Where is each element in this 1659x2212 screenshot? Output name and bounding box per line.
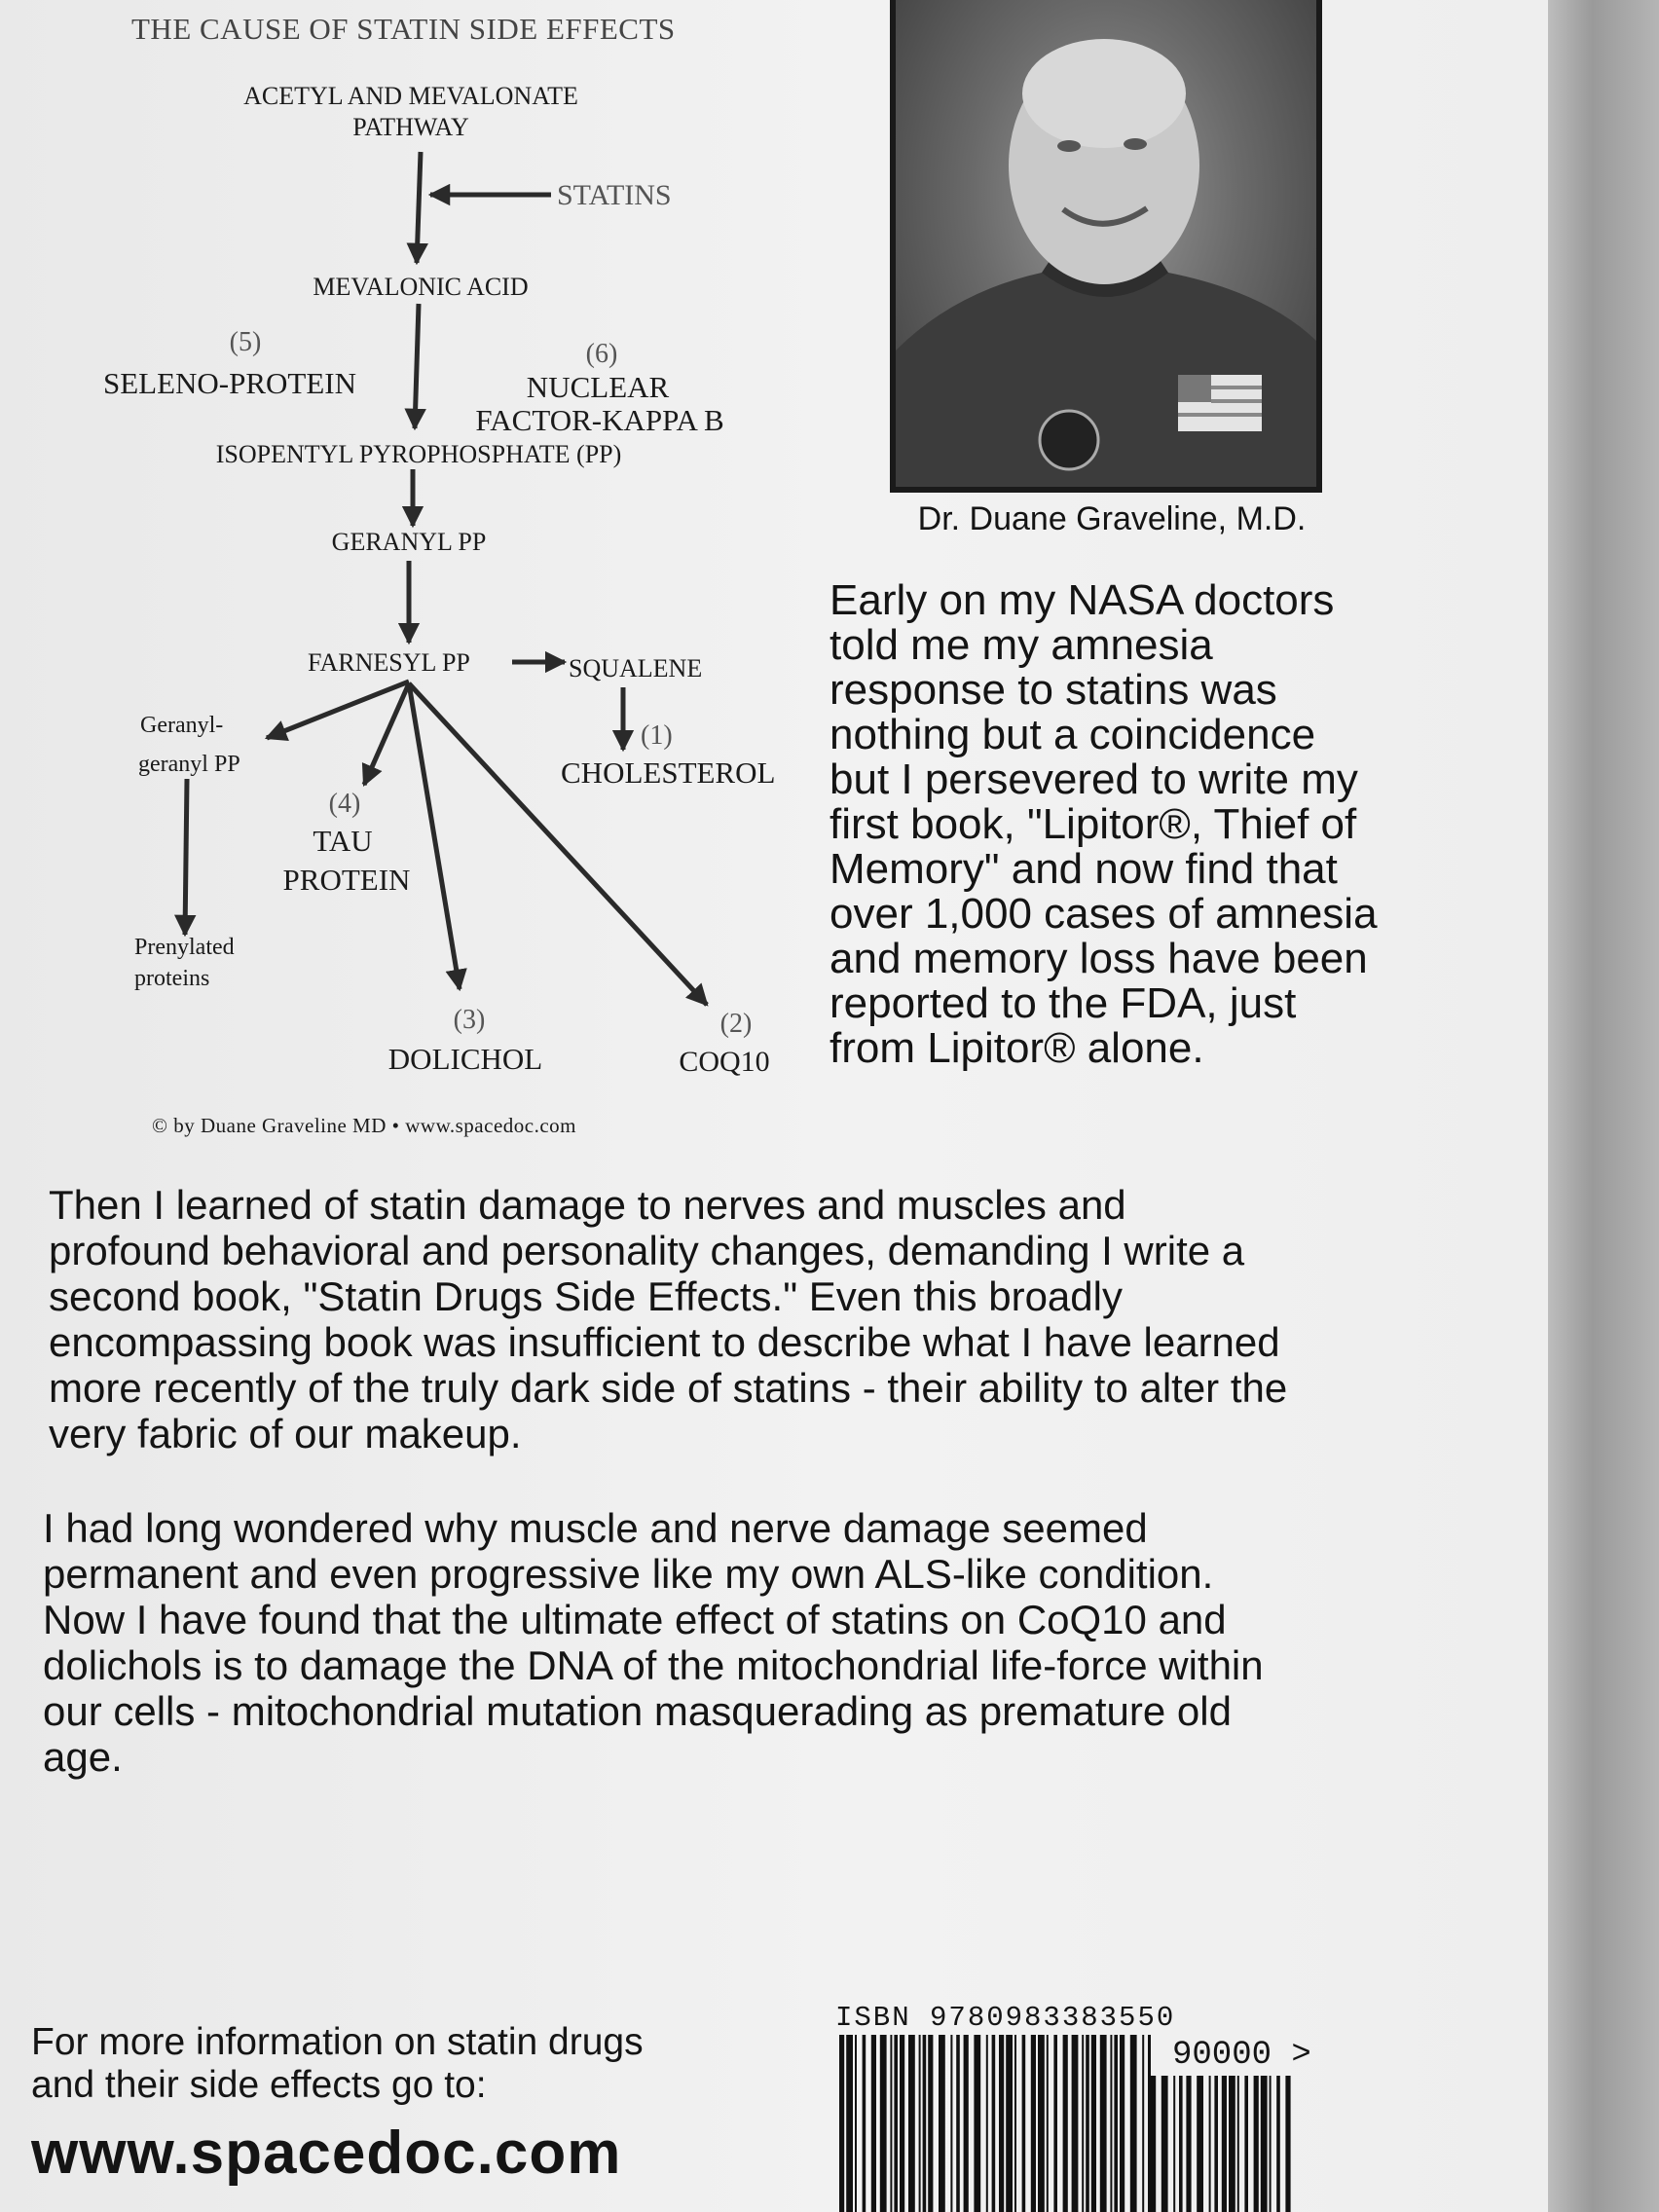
author-portrait-graphic — [896, 0, 1316, 487]
seleno-protein-label: SELENO-PROTEIN — [102, 366, 357, 400]
cholesterol-label: CHOLESTEROL — [561, 756, 776, 790]
statin-pathway-diagram — [0, 0, 837, 1168]
diagram-title: THE CAUSE OF STATIN SIDE EFFECTS — [131, 12, 676, 46]
quote-line: response to statins was — [830, 666, 1277, 714]
author-photo-frame — [890, 0, 1322, 493]
website-url: www.spacedoc.com — [31, 2120, 622, 2187]
paragraph-line: Now I have found that the ultimate effect of statins on CoQ10 and — [43, 1597, 1227, 1642]
geranylgeranyl-line2: geranyl PP — [138, 752, 240, 777]
prenylated-line2: proteins — [134, 966, 210, 991]
pathway-label-line2: PATHWAY — [352, 113, 469, 141]
prenylated-line1: Prenylated — [134, 935, 235, 960]
paragraph-line: our cells - mitochondrial mutation masquerading as premature old — [43, 1688, 1232, 1734]
paragraph-line: Then I learned of statin damage to nerves and muscles and — [49, 1182, 1126, 1228]
quote-line: told me my amnesia — [830, 621, 1213, 669]
quote-line: first book, "Lipitor®, Thief of — [830, 800, 1357, 848]
body-paragraph-1 — [49, 1182, 1412, 1456]
squalene-label: SQUALENE — [569, 654, 703, 682]
isbn-barcode — [839, 2035, 1151, 2212]
geranylgeranyl-line1: Geranyl- — [140, 713, 224, 738]
quote-line: nothing but a coincidence — [830, 711, 1316, 758]
cholesterol-number: (1) — [641, 720, 673, 751]
geranyl-pp-label: GERANYL PP — [331, 528, 487, 556]
more-info-line2: and their side effects go to: — [31, 2064, 487, 2106]
paragraph-line: permanent and even progressive like my own ALS-like condition. — [43, 1551, 1214, 1597]
more-info-line1: For more information on statin drugs — [31, 2021, 644, 2063]
arrow-pathway-to-mevalonic — [417, 152, 421, 263]
mevalonic-acid-label: MEVALONIC ACID — [313, 273, 529, 301]
quote-line: Early on my NASA doctors — [830, 576, 1335, 624]
tau-protein-number: (4) — [328, 789, 361, 819]
statins-label: STATINS — [557, 179, 672, 211]
quote-line: from Lipitor® alone. — [830, 1024, 1204, 1072]
quote-line: and memory loss have been — [830, 935, 1368, 982]
quote-line: over 1,000 cases of amnesia — [830, 890, 1378, 938]
tau-protein-line1: TAU — [313, 824, 373, 858]
arrow-geranylgeranyl-to-prenylated — [185, 779, 187, 935]
isbn-number: ISBN 9780983383550 — [835, 2002, 1176, 2034]
isopentyl-label: ISOPENTYL PYROPHOSPHATE (PP) — [215, 440, 622, 468]
more-info-text — [31, 2021, 713, 2107]
paragraph-line: second book, "Statin Drugs Side Effects." Even this broadly — [49, 1273, 1123, 1319]
photo-caption: Dr. Duane Graveline, M.D. — [917, 500, 1307, 537]
price-code: 90000 > — [1172, 2037, 1311, 2074]
diagram-copyright: © by Duane Graveline MD • www.spacedoc.com — [152, 1114, 576, 1137]
coq10-number: (2) — [719, 1009, 753, 1039]
price-barcode — [1151, 2076, 1295, 2212]
paragraph-line: profound behavioral and personality changes, demanding I write a — [49, 1228, 1245, 1273]
farnesyl-pp-label: FARNESYL PP — [308, 648, 470, 677]
paragraph-line: encompassing book was insufficient to describe what I have learned — [49, 1319, 1280, 1365]
book-spine-edge — [1548, 0, 1659, 2212]
nuclear-factor-line2: FACTOR-KAPPA B — [475, 403, 724, 437]
dolichol-number: (3) — [453, 1005, 486, 1035]
seleno-protein-number: (5) — [229, 327, 262, 357]
quote-line: but I persevered to write my — [830, 756, 1358, 803]
paragraph-line: age. — [43, 1734, 123, 1780]
paragraph-line: dolichols is to damage the DNA of the mitochondrial life-force within — [43, 1642, 1264, 1688]
quote-line: Memory" and now find that — [830, 845, 1338, 893]
tau-protein-line2: PROTEIN — [282, 863, 411, 897]
paragraph-line: very fabric of our makeup. — [49, 1411, 522, 1456]
body-paragraph-2 — [43, 1505, 1406, 1780]
paragraph-line: more recently of the truly dark side of statins - their ability to alter the — [49, 1365, 1288, 1411]
paragraph-line: I had long wondered why muscle and nerve damage seemed — [43, 1505, 1148, 1551]
coq10-label: COQ10 — [679, 1046, 770, 1078]
nuclear-factor-line1: NUCLEAR — [526, 370, 670, 404]
quote-line: reported to the FDA, just — [830, 979, 1297, 1027]
author-photo — [896, 0, 1316, 487]
nuclear-factor-number: (6) — [585, 339, 618, 369]
dolichol-label: DOLICHOL — [387, 1042, 543, 1076]
arrow-mevalonic-to-isopentyl — [415, 304, 419, 428]
pathway-arrows — [0, 0, 837, 1168]
author-quote — [830, 578, 1414, 1071]
pathway-label-line1: ACETYL AND MEVALONATE — [243, 82, 578, 110]
